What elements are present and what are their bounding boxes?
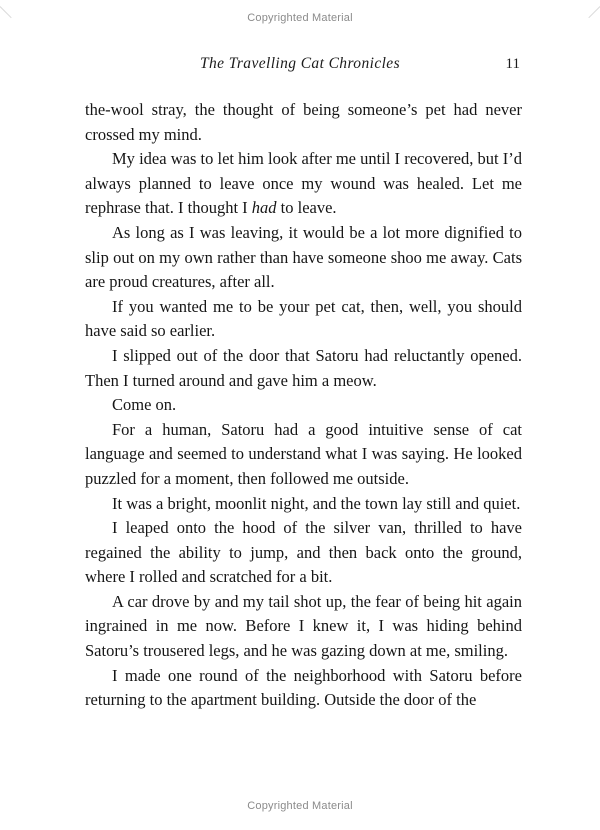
page-number: 11 (505, 56, 520, 72)
paragraph (85, 516, 522, 590)
paragraph (85, 418, 522, 492)
paragraph (85, 221, 522, 295)
text-segment: the-wool stray, the thought of being someone’s pet had never crossed my mind. (85, 100, 522, 144)
text-segment: I made one round of the neighborhood with Satoru before returning to the apartment building. Outside the door of the (85, 665, 522, 710)
paragraph (85, 344, 522, 393)
text-segment: I leaped onto the hood of the silver van, thrilled to have regained the ability to jump, and then back onto the ground, where I rolled and scratched for a bit. (85, 518, 522, 587)
text-segment: It was a bright, moonlit night, and the town lay still and quiet. (112, 493, 521, 513)
text-segment: A car drove by and my tail shot up, the fear of being hit again ingrained in me now. Before I knew it, I was hiding behind Satoru’s trousered legs, and he was gazing down at me, smiling. (85, 591, 522, 661)
text-segment: My idea was to let him look after me until I recovered, but I’d always planned to leave once my wound was healed. Let me rephrase that. I thought I (85, 149, 522, 218)
paragraph (85, 590, 522, 664)
book-title: The Travelling Cat Chronicles (199, 55, 401, 72)
text-segment: For a human, Satoru had a good intuitive sense of cat language and seemed to understand what I was saying. He looked puzzled for a moment, then followed me outside. (85, 419, 522, 488)
paragraph (85, 664, 522, 713)
paragraph (85, 492, 522, 517)
paragraph (85, 393, 522, 418)
page-body (85, 98, 522, 713)
italic-text-segment: had (251, 198, 277, 218)
running-header (0, 55, 600, 77)
text-segment: If you wanted me to be your pet cat, then, well, you should have said so earlier. (85, 296, 522, 341)
paragraph (85, 147, 522, 221)
top-copyright-notice: Copyrighted Material (247, 12, 353, 24)
paragraph (85, 98, 522, 147)
text-segment: Come on. (112, 395, 177, 415)
text-segment: As long as I was leaving, it would be a lot more dignified to slip out on my own rather than have someone shoo me away. Cats are proud creatures, after all. (85, 222, 522, 292)
text-segment: I slipped out of the door that Satoru had reluctantly opened. Then I turned around and gave him a meow. (85, 345, 522, 390)
paragraph (85, 295, 522, 344)
bottom-copyright-notice: Copyrighted Material (247, 800, 353, 812)
text-segment: to leave. (276, 198, 337, 218)
